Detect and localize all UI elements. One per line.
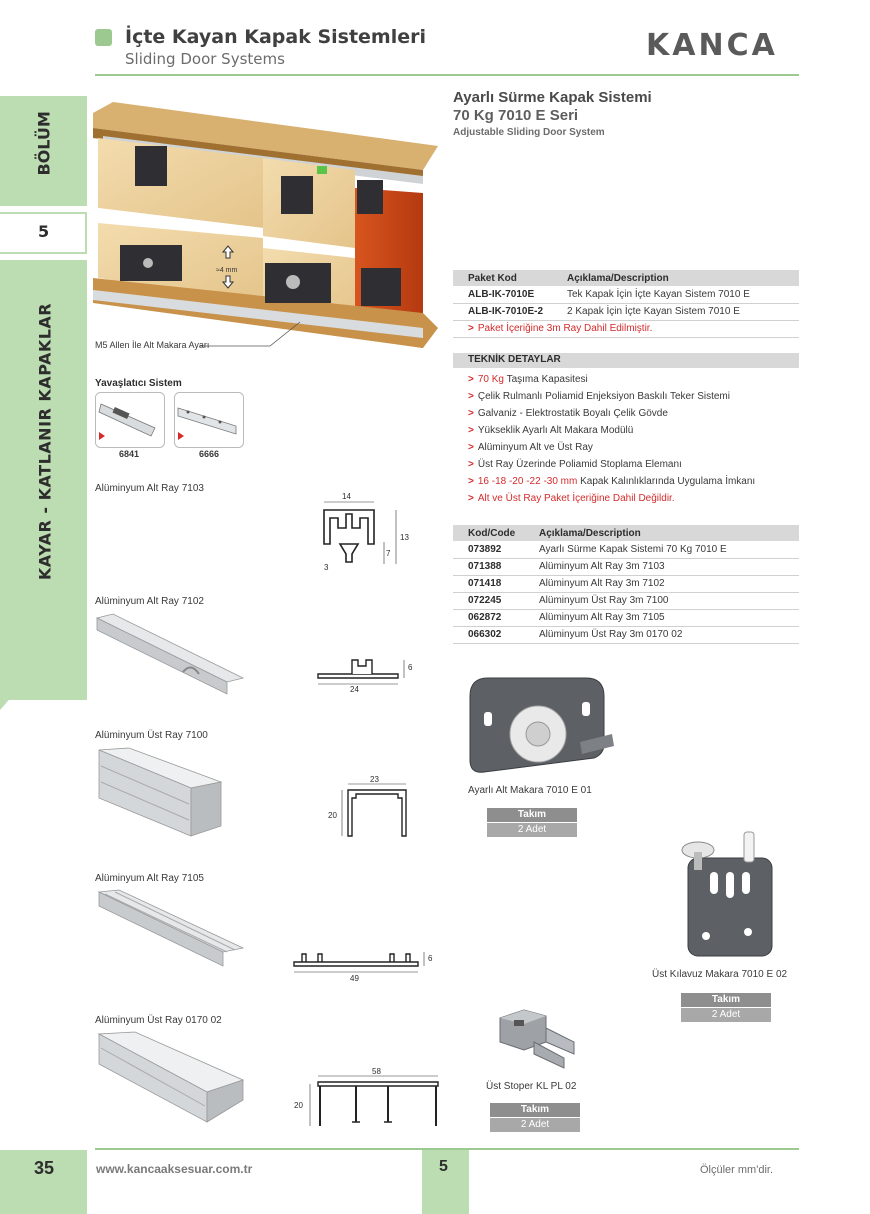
page-subtitle: Sliding Door Systems — [125, 50, 285, 68]
dim-width: 24 — [350, 685, 359, 694]
item-desc: Alüminyum Üst Ray 3m 7100 — [531, 592, 799, 609]
rail-label: Alüminyum Alt Ray 7103 — [95, 483, 204, 494]
rail-7102-image — [93, 610, 245, 702]
door-system-illustration — [93, 98, 440, 350]
chevron-right-icon: > — [468, 323, 474, 334]
rail-label: Alüminyum Alt Ray 7105 — [95, 873, 204, 884]
product-title: Ayarlı Sürme Kapak Sistemi — [453, 89, 652, 106]
tech-item — [468, 425, 633, 436]
rail-7105-image — [95, 888, 245, 980]
header-divider — [95, 74, 799, 76]
tech-item — [468, 374, 588, 385]
dim-width: 49 — [350, 974, 359, 983]
chevron-right-icon: > — [468, 391, 474, 402]
page-number: 35 — [34, 1158, 55, 1178]
table-row — [453, 626, 799, 643]
tech-item-text: Taşıma Kapasitesi — [503, 374, 588, 385]
tech-item — [468, 459, 682, 470]
chevron-right-icon: > — [468, 374, 474, 385]
package-code: ALB-IK-7010E — [453, 286, 559, 303]
rail-017002-image — [95, 1030, 245, 1130]
chevron-right-icon: > — [468, 459, 474, 470]
damper-code: 6841 — [119, 449, 140, 459]
top-guide-roller-image — [666, 828, 786, 960]
dim-height: 13 — [400, 533, 409, 542]
set-label: Takım — [490, 1103, 580, 1117]
tech-item — [468, 476, 755, 487]
set-box — [487, 808, 577, 837]
dim-width: 58 — [372, 1067, 381, 1076]
footer-section-number: 5 — [439, 1158, 448, 1175]
package-desc: Tek Kapak İçin İçte Kayan Sistem 7010 E — [559, 286, 799, 303]
callout-line — [200, 320, 310, 350]
product-title-en: Adjustable Sliding Door System — [453, 127, 605, 138]
table-row — [453, 320, 799, 337]
table-row — [453, 592, 799, 609]
item-code: 073892 — [453, 541, 531, 558]
table-row — [453, 575, 799, 592]
rail-7105-profile — [290, 944, 440, 988]
page-title: İçte Kayan Kapak Sistemleri — [125, 26, 426, 48]
package-note-cell — [453, 320, 799, 337]
item-code: 071388 — [453, 558, 531, 575]
package-table — [453, 270, 799, 338]
rail-7100-image — [95, 746, 225, 841]
dim-height: 6 — [428, 954, 433, 963]
item-code: 066302 — [453, 626, 531, 643]
tech-item-text: Alüminyum Alt ve Üst Ray — [477, 442, 593, 453]
chevron-right-icon: > — [468, 408, 474, 419]
table-row — [453, 541, 799, 558]
package-col-desc: Açıklama/Description — [559, 270, 799, 286]
package-table-header — [453, 270, 799, 286]
dim-height: 20 — [328, 811, 337, 820]
rail-label: Alüminyum Üst Ray 7100 — [95, 730, 208, 741]
tech-item-highlight: 70 Kg — [477, 374, 504, 385]
set-box — [681, 993, 771, 1022]
top-stopper-image — [494, 1002, 582, 1074]
set-value: 2 Adet — [487, 823, 577, 837]
part-label: Ayarlı Alt Makara 7010 E 01 — [468, 785, 592, 796]
item-desc: Alüminyum Alt Ray 3m 7103 — [531, 558, 799, 575]
part-label: Üst Stoper KL PL 02 — [486, 1081, 577, 1092]
chevron-right-icon: > — [468, 476, 474, 487]
set-value: 2 Adet — [490, 1118, 580, 1132]
tech-item-text: Yükseklik Ayarlı Alt Makara Modülü — [477, 425, 634, 436]
code-table — [453, 525, 799, 644]
damper-title: Yavaşlatıcı Sistem — [95, 378, 182, 389]
product-series: 70 Kg 7010 E Seri — [453, 107, 579, 124]
rail-017002-profile — [292, 1066, 442, 1130]
damper-6666-image — [174, 392, 244, 448]
item-desc: Alüminyum Alt Ray 3m 7105 — [531, 609, 799, 626]
callout-label: M5 Allen İle Alt Makara Ayarı — [95, 340, 210, 350]
dim-height: 20 — [294, 1101, 303, 1110]
package-desc: 2 Kapak İçin İçte Kayan Sistem 7010 E — [559, 303, 799, 320]
dim-inner: 7 — [386, 549, 391, 558]
package-col-code: Paket Kod — [453, 270, 559, 286]
footer-units-note: Ölçüler mm'dir. — [700, 1164, 773, 1176]
tech-heading: TEKNİK DETAYLAR — [453, 353, 799, 368]
table-row — [453, 558, 799, 575]
category-label: KAYAR - KATLANIR KAPAKLAR — [35, 302, 55, 581]
rail-7103-profile — [300, 490, 420, 582]
set-box — [490, 1103, 580, 1132]
side-band — [0, 0, 87, 1214]
part-label: Üst Kılavuz Makara 7010 E 02 — [652, 969, 788, 980]
item-code: 062872 — [453, 609, 531, 626]
tech-item-highlight: Alt ve Üst Ray Paket İçeriğine Dahil Değildir. — [477, 493, 675, 504]
item-desc: Ayarlı Sürme Kapak Sistemi 70 Kg 7010 E — [531, 541, 799, 558]
code-col-code: Kod/Code — [453, 525, 531, 541]
item-code: 072245 — [453, 592, 531, 609]
tech-item-text: Galvaniz - Elektrostatik Boyalı Çelik Gövde — [477, 408, 668, 419]
rail-7102-profile — [300, 648, 420, 698]
rail-7100-profile — [326, 774, 416, 842]
set-label: Takım — [681, 993, 771, 1007]
damper-code: 6666 — [199, 449, 220, 459]
package-note: Paket İçeriğine 3m Ray Dahil Edilmiştir. — [477, 323, 653, 334]
rail-label: Alüminyum Üst Ray 0170 02 — [95, 1015, 222, 1026]
dim-height: 6 — [408, 663, 413, 672]
adjust-note: ≈4 mm — [216, 267, 238, 274]
footer-url[interactable]: www.kancaaksesuar.com.tr — [96, 1162, 253, 1176]
code-col-desc: Açıklama/Description — [531, 525, 799, 541]
table-row — [453, 286, 799, 303]
code-table-header — [453, 525, 799, 541]
tech-item — [468, 408, 668, 419]
dim-small: 3 — [324, 563, 329, 572]
tech-item — [468, 442, 593, 453]
rail-label: Alüminyum Alt Ray 7102 — [95, 596, 204, 607]
tech-item — [468, 391, 730, 402]
item-code: 071418 — [453, 575, 531, 592]
set-label: Takım — [487, 808, 577, 822]
tech-item-text: Çelik Rulmanlı Poliamid Enjeksiyon Baskılı Teker Sistemi — [477, 391, 730, 402]
chevron-right-icon: > — [468, 425, 474, 436]
tech-item — [468, 493, 675, 504]
chevron-right-icon: > — [468, 442, 474, 453]
tech-item-text: Kapak Kalınlıklarında Uygulama İmkanı — [577, 476, 756, 487]
item-desc: Alüminyum Alt Ray 3m 7102 — [531, 575, 799, 592]
section-word: BÖLÜM — [34, 111, 54, 176]
dim-width: 23 — [370, 775, 379, 784]
item-desc: Alüminyum Üst Ray 3m 0170 02 — [531, 626, 799, 643]
tech-item-text: Üst Ray Üzerinde Poliamid Stoplama Elemanı — [477, 459, 682, 470]
header-bullet — [95, 29, 112, 46]
package-code: ALB-IK-7010E-2 — [453, 303, 559, 320]
table-row — [453, 609, 799, 626]
set-value: 2 Adet — [681, 1008, 771, 1022]
chevron-right-icon: > — [468, 493, 474, 504]
brand-logo: KANCA — [646, 28, 778, 63]
damper-6841-image — [95, 392, 165, 448]
dim-width: 14 — [342, 492, 351, 501]
section-number: 5 — [38, 222, 50, 241]
table-row — [453, 303, 799, 320]
bottom-roller-image — [462, 672, 618, 782]
tech-item-highlight: 16 -18 -20 -22 -30 mm — [477, 476, 578, 487]
